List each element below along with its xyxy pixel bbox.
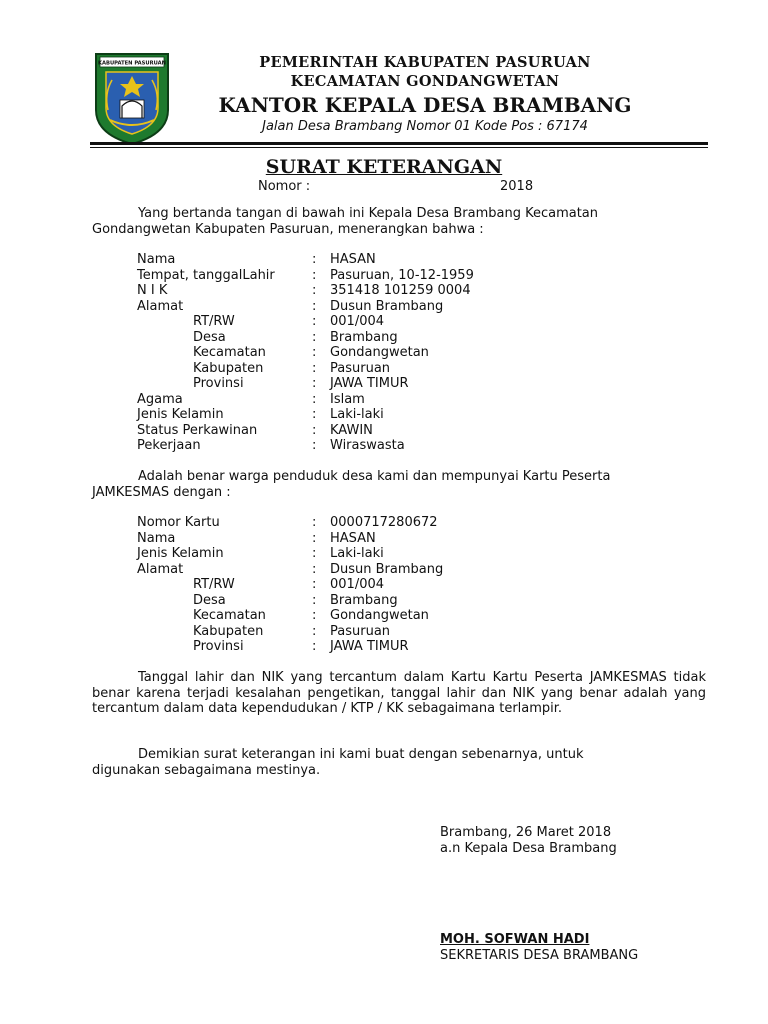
card-field-row — [0, 608, 768, 624]
person-field-row — [0, 314, 768, 330]
person-field-value: 351418 101259 0004 — [330, 283, 471, 298]
letterhead-government: PEMERINTAH KABUPATEN PASURUAN — [259, 54, 591, 71]
person-field-colon: : — [312, 376, 317, 391]
person-field-row — [0, 407, 768, 423]
card-field-value: Laki-laki — [330, 546, 384, 561]
card-field-label: Desa — [193, 592, 226, 608]
person-field-label: Kabupaten — [193, 360, 264, 376]
person-field-value: 001/004 — [330, 314, 385, 329]
nomor-label: Nomor : — [258, 179, 311, 194]
person-field-row — [0, 361, 768, 377]
person-field-row — [0, 252, 768, 268]
membership-paragraph — [92, 469, 706, 500]
membership-first-line: Adalah benar warga penduduk desa kami dan mempunyai Kartu Peserta — [138, 469, 611, 484]
card-field-label: Provinsi — [193, 639, 244, 654]
signature-on-behalf: a.n Kepala Desa Brambang — [440, 841, 617, 856]
card-field-value: Dusun Brambang — [330, 561, 444, 577]
person-field-row — [0, 376, 768, 392]
letterhead-thin-rule — [90, 147, 708, 148]
card-field-value: Gondangwetan — [330, 608, 429, 623]
person-field-colon: : — [312, 345, 317, 360]
person-field-label: Agama — [137, 391, 183, 407]
card-field-label: Jenis Kelamin — [137, 546, 224, 561]
letterhead-office: KANTOR KEPALA DESA BRAMBANG — [218, 93, 632, 117]
signature-place-date: Brambang, 26 Maret 2018 — [440, 825, 612, 840]
person-field-colon: : — [312, 298, 317, 314]
person-field-colon: : — [312, 252, 317, 267]
card-field-label: Nama — [137, 530, 176, 546]
person-field-value: Gondangwetan — [330, 345, 429, 360]
person-field-value: Brambang — [330, 329, 398, 345]
card-field-colon: : — [312, 561, 317, 577]
person-field-colon: : — [312, 283, 317, 298]
person-field-label: Pekerjaan — [137, 438, 201, 453]
card-field-value: Pasuruan — [330, 623, 391, 639]
person-field-row — [0, 268, 768, 284]
person-field-row — [0, 438, 768, 454]
person-field-label: Jenis Kelamin — [137, 407, 224, 422]
intro-second-line: Gondangwetan Kabupaten Pasuruan, menerangkan bahwa : — [92, 221, 484, 237]
person-field-value: Dusun Brambang — [330, 298, 444, 314]
person-field-label: Nama — [137, 252, 176, 267]
logo-caption: KABUPATEN PASURUAN — [97, 60, 167, 67]
card-field-colon: : — [312, 623, 317, 639]
person-field-label: N I K — [137, 283, 168, 298]
card-field-label: Alamat — [137, 561, 184, 577]
card-field-row — [0, 531, 768, 547]
nomor-year: 2018 — [500, 179, 534, 194]
card-field-label: Kabupaten — [193, 623, 264, 639]
person-field-colon: : — [312, 314, 317, 329]
card-field-colon: : — [312, 515, 317, 530]
person-field-value: KAWIN — [330, 422, 373, 438]
person-field-row — [0, 283, 768, 299]
card-field-row — [0, 639, 768, 655]
card-field-label: RT/RW — [193, 577, 235, 592]
card-field-value: Brambang — [330, 592, 398, 608]
person-field-colon: : — [312, 329, 317, 345]
person-field-label: Tempat, tanggalLahir — [137, 267, 275, 283]
person-field-colon: : — [312, 391, 317, 407]
card-field-value: 0000717280672 — [330, 515, 438, 530]
person-field-colon: : — [312, 267, 317, 283]
intro-paragraph — [92, 206, 706, 237]
correction-paragraph — [92, 670, 706, 717]
card-field-label: Nomor Kartu — [137, 515, 220, 530]
card-field-row — [0, 546, 768, 562]
person-field-value: Laki-laki — [330, 407, 384, 422]
person-field-value: HASAN — [330, 252, 376, 267]
card-field-value: JAWA TIMUR — [330, 639, 409, 654]
person-field-label: Provinsi — [193, 376, 244, 391]
card-field-row — [0, 577, 768, 593]
person-field-row — [0, 299, 768, 315]
card-field-colon: : — [312, 592, 317, 608]
person-field-value: Islam — [330, 391, 365, 407]
closing-paragraph — [92, 747, 706, 778]
document-title — [0, 156, 768, 178]
membership-second-line: JAMKESMAS dengan : — [92, 484, 231, 500]
card-field-value: 001/004 — [330, 577, 385, 592]
card-field-colon: : — [312, 577, 317, 592]
card-field-value: HASAN — [330, 530, 376, 546]
intro-first-line: Yang bertanda tangan di bawah ini Kepala Desa Brambang Kecamatan — [138, 206, 599, 221]
person-field-label: Desa — [193, 329, 226, 345]
card-field-row — [0, 515, 768, 531]
person-field-colon: : — [312, 438, 317, 453]
card-field-colon: : — [312, 530, 317, 546]
person-field-row — [0, 330, 768, 346]
person-field-colon: : — [312, 360, 317, 376]
person-field-row — [0, 423, 768, 439]
card-field-row — [0, 624, 768, 640]
person-field-value: JAWA TIMUR — [330, 376, 409, 391]
letterhead-address: Jalan Desa Brambang Nomor 01 Kode Pos : 67174 — [262, 119, 588, 134]
correction-rest: JAMKESMAS tidak benar karena terjadi kesalahan pengetikan, tanggal lahir dan NIK yang benar adalah yang tercantum dalam data kependudukan / KTP / KK sebagaimana terlampir. — [92, 670, 706, 716]
correction-first-line: Tanggal lahir dan NIK yang tercantum dalam Kartu Kartu Peserta — [138, 670, 583, 685]
person-field-label: Alamat — [137, 298, 184, 314]
card-field-colon: : — [312, 608, 317, 623]
person-field-value: Wiraswasta — [330, 438, 405, 453]
card-field-row — [0, 593, 768, 609]
person-field-label: Kecamatan — [193, 345, 266, 360]
card-field-colon: : — [312, 639, 317, 654]
signatory-position: SEKRETARIS DESA BRAMBANG — [440, 948, 639, 963]
card-field-row — [0, 562, 768, 578]
person-field-row — [0, 392, 768, 408]
person-field-label: Status Perkawinan — [137, 422, 258, 438]
document-title-text: SURAT KETERANGAN — [265, 156, 503, 178]
person-field-label: RT/RW — [193, 314, 235, 329]
person-field-value: Pasuruan — [330, 360, 391, 376]
regency-logo — [92, 50, 172, 146]
person-field-colon: : — [312, 407, 317, 422]
card-field-colon: : — [312, 546, 317, 561]
signatory-name: MOH. SOFWAN HADI — [440, 932, 590, 947]
closing-second-line: digunakan sebagaimana mestinya. — [92, 762, 321, 778]
letterhead-district: KECAMATAN GONDANGWETAN — [290, 73, 560, 90]
person-field-value: Pasuruan, 10-12-1959 — [330, 267, 474, 283]
letterhead-thick-rule — [90, 142, 708, 145]
closing-first-line: Demikian surat keterangan ini kami buat dengan sebenarnya, untuk — [138, 747, 584, 762]
person-field-row — [0, 345, 768, 361]
person-field-colon: : — [312, 422, 317, 438]
card-field-label: Kecamatan — [193, 608, 266, 623]
